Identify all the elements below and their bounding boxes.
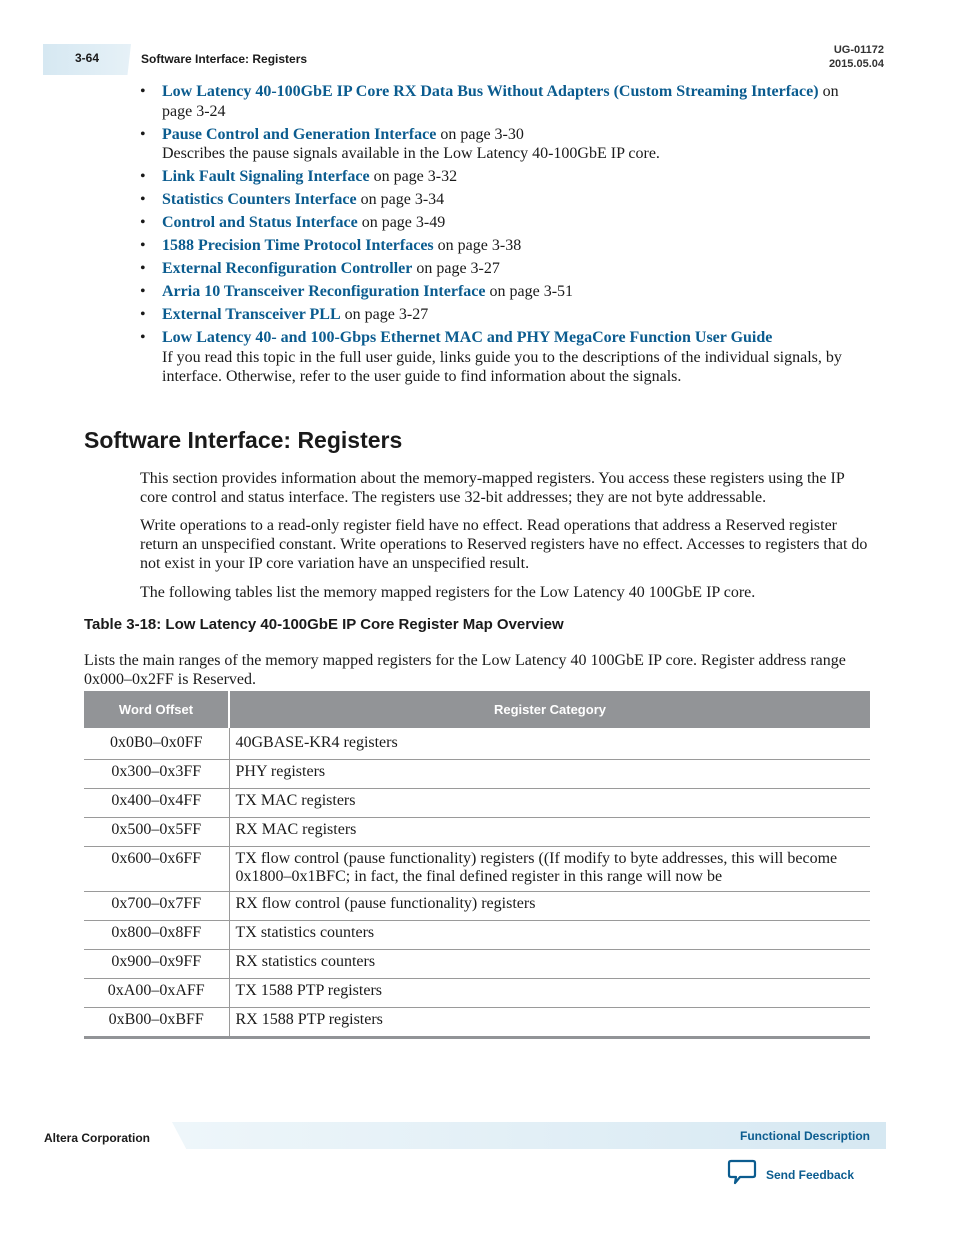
list-item [140,236,870,256]
page-reference: on page 3-27 [340,306,429,323]
word-offset-cell: 0xB00–0xBFF [84,1008,229,1038]
page-reference: on page 3-34 [356,191,445,208]
register-category-cell: 40GBASE-KR4 registers [229,728,870,760]
page-reference: on page 3-49 [357,214,446,231]
access-rules-paragraph: Write operations to a read-only register field have no effect. Read operations that address a Reserved register return an unspecified constant. Write operations to Reserved registers have no effect. Accesses to registers that do not exist in your IP core variation have an unspecified result. [140,517,868,572]
list-item [140,190,870,210]
send-feedback-label: Send Feedback [766,1167,855,1182]
column-header-word-offset: Word Offset [84,691,229,728]
list-item [140,282,870,302]
table-description: Lists the main ranges of the memory mapped registers for the Low Latency 40 100GbE IP core. Register address range 0x000–0x2FF is Reserved. [84,652,846,688]
register-category-cell: RX MAC registers [229,818,870,847]
list-item [140,213,870,233]
link-statistics-counters[interactable]: Statistics Counters Interface [162,191,357,208]
register-category-cell: TX statistics counters [229,921,870,950]
page-reference: on page 3-24 [162,83,839,120]
register-category-cell: TX 1588 PTP registers [229,979,870,1008]
header-title: Software Interface: Registers [141,52,308,66]
table-row [84,921,870,950]
word-offset-cell: 0x900–0x9FF [84,950,229,979]
footer-organization: Altera Corporation [44,1131,151,1145]
link-rx-data-bus-without-adapters[interactable]: Low Latency 40-100GbE IP Core RX Data Bus Without Adapters (Custom Streaming Interface) [162,83,819,100]
table-row [84,789,870,818]
link-external-reconfiguration-controller[interactable]: External Reconfiguration Controller [162,260,413,277]
register-category-cell: RX 1588 PTP registers [229,1008,870,1038]
link-external-transceiver-pll[interactable]: External Transceiver PLL [162,306,341,323]
page-reference: on page 3-27 [412,260,500,277]
link-note: If you read this topic in the full user guide, links guide you to the descriptions of the individual signals, by interface. Otherwise, refer to the user guide to find information about the signals. [162,348,842,385]
register-category-cell: TX flow control (pause functionality) registers ((If modify to byte addresses, this will become 0x1800–0x1BFC; in fact, the final defined register in this range will now be [229,847,870,892]
register-category-cell: PHY registers [229,760,870,789]
word-offset-cell: 0x0B0–0x0FF [84,728,229,760]
related-links-list [140,82,870,390]
word-offset-cell: 0xA00–0xAFF [84,979,229,1008]
word-offset-cell: 0x600–0x6FF [84,847,229,892]
word-offset-cell: 0x700–0x7FF [84,892,229,921]
list-item [140,167,870,187]
tables-intro-paragraph: The following tables list the memory mapped registers for the Low Latency 40 100GbE IP core. [140,584,756,601]
section-title: Software Interface: Registers [84,427,403,453]
document-id [829,43,884,71]
document-number: UG-01172 [833,44,884,56]
word-offset-cell: 0x800–0x8FF [84,921,229,950]
list-item [140,259,870,279]
table-row [84,979,870,1008]
register-category-cell: RX flow control (pause functionality) registers [229,892,870,921]
page-number: 3-64 [75,51,100,65]
page-reference: on page 3-30 [436,125,524,143]
speech-bubble-icon [727,1158,757,1191]
link-link-fault-signaling[interactable]: Link Fault Signaling Interface [162,168,370,185]
word-offset-cell: 0x400–0x4FF [84,789,229,818]
list-item [140,125,870,164]
link-control-status-interface[interactable]: Control and Status Interface [162,214,358,231]
table-row [84,818,870,847]
link-arria10-reconfiguration[interactable]: Arria 10 Transceiver Reconfiguration Interface [162,283,486,300]
link-note: Describes the pause signals available in the Low Latency 40-100GbE IP core. [162,145,660,162]
table-row [84,760,870,789]
page-reference: on page 3-32 [369,168,458,185]
link-pause-control[interactable]: Pause Control and Generation Interface [162,125,437,143]
list-item [140,305,870,325]
link-user-guide[interactable]: Low Latency 40- and 100-Gbps Ethernet MAC and PHY MegaCore Function User Guide [162,329,773,346]
intro-paragraph: This section provides information about the memory-mapped registers. You access these registers using the IP core control and status interface. The registers use 32-bit addresses; they are not byte addressable. [140,470,845,506]
table-row [84,847,870,892]
footer-section-link[interactable]: Functional Description [739,1129,870,1143]
page-reference: on page 3-51 [485,283,574,300]
list-item [140,82,870,121]
table-row [84,1008,870,1038]
list-item [140,328,870,387]
column-header-register-category: Register Category [229,691,870,728]
page-reference: on page 3-38 [433,237,522,254]
word-offset-cell: 0x300–0x3FF [84,760,229,789]
link-1588-ptp-interfaces[interactable]: 1588 Precision Time Protocol Interfaces [162,237,434,254]
document-date: 2015.05.04 [828,58,884,70]
register-category-cell: RX statistics counters [229,950,870,979]
table-row [84,950,870,979]
table-caption: Table 3-18: Low Latency 40-100GbE IP Core Register Map Overview [84,616,564,633]
send-feedback-link[interactable] [727,1158,854,1191]
register-map-table [84,691,870,1039]
word-offset-cell: 0x500–0x5FF [84,818,229,847]
table-header-row [84,691,870,728]
table-row [84,892,870,921]
register-category-cell: TX MAC registers [229,789,870,818]
table-row [84,728,870,760]
